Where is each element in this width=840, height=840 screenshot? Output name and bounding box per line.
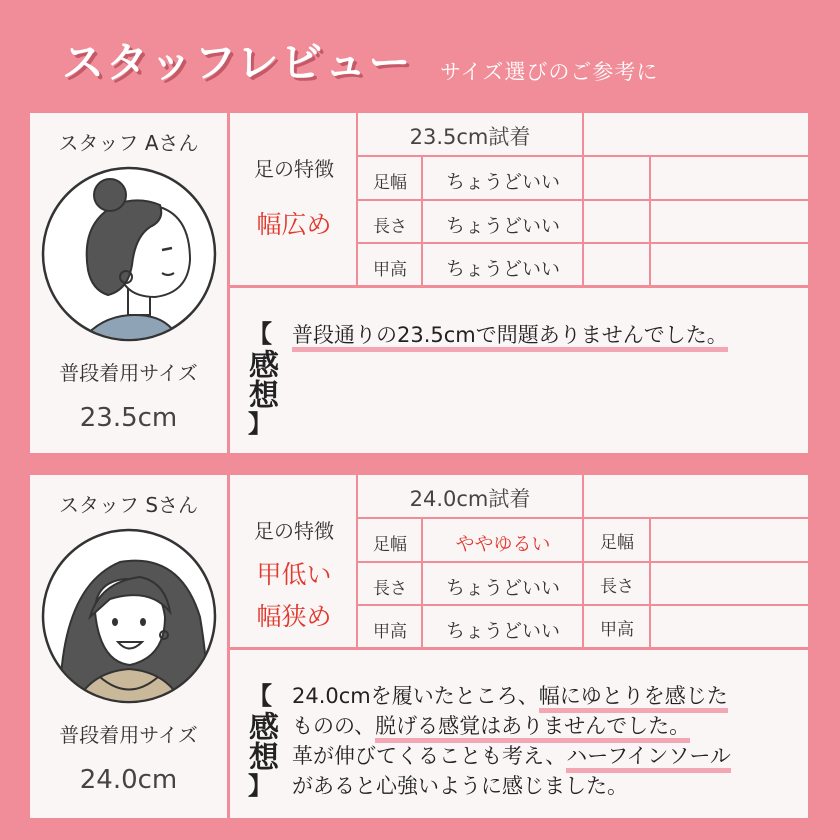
comment-line <box>292 711 802 741</box>
staff-s-avatar <box>40 527 218 705</box>
staff-s-name: スタッフ Sさん <box>58 493 199 517</box>
comment-text: 24.0cmを履いたところ、 <box>292 684 539 708</box>
staff-s-row-label-right: 長さ <box>600 577 634 597</box>
page-title: スタッフレビュー <box>62 38 413 87</box>
staff-a-trial: 23.5cm試着 <box>409 125 531 149</box>
staff-s-card <box>30 475 808 818</box>
staff-s-usual-size: 24.0cm <box>79 765 178 795</box>
staff-a-usual-label: 普段着用サイズ <box>59 361 198 385</box>
staff-a-row-label: 足幅 <box>373 173 407 193</box>
staff-a-comment-line: 普段通りの23.5cmで問題ありませんでした。 <box>292 323 728 352</box>
staff-s-impression-label: 【 感想 】 <box>243 682 278 800</box>
staff-s-trial: 24.0cm試着 <box>409 487 531 511</box>
staff-a-impression-label: 【 感想 】 <box>243 320 278 438</box>
staff-s-row-label: 甲高 <box>373 622 407 642</box>
comment-text: があると心強いように感じました。 <box>292 774 628 798</box>
staff-s-row-value: ちょうどいい <box>445 620 560 642</box>
page-subtitle: サイズ選びのご参考に <box>440 60 659 84</box>
staff-s-feet-feature: 甲低い <box>256 560 332 589</box>
staff-s-row-label: 長さ <box>373 579 407 599</box>
staff-s-row-label: 足幅 <box>373 535 407 555</box>
staff-s-feet-label: 足の特徴 <box>254 519 334 543</box>
staff-a-row-value: ちょうどいい <box>445 171 560 193</box>
comment-highlight: 幅にゆとりを感じた <box>539 684 728 713</box>
staff-s-row-value: ややゆるい <box>455 533 551 555</box>
staff-s-feet-feature: 幅狭め <box>256 602 332 631</box>
staff-a-feet-label: 足の特徴 <box>254 157 334 181</box>
staff-a-avatar <box>40 165 218 343</box>
staff-a-comment <box>292 320 728 350</box>
staff-s-row-label-right: 足幅 <box>600 533 634 553</box>
staff-a-card <box>30 113 808 453</box>
staff-a-row-label: 甲高 <box>373 260 407 280</box>
impression-char: 感想 <box>243 711 278 771</box>
staff-s-comment <box>292 681 802 801</box>
staff-a-name: スタッフ Aさん <box>58 131 199 155</box>
comment-line <box>292 741 802 771</box>
staff-a-row-value: ちょうどいい <box>445 258 560 280</box>
comment-line <box>292 771 802 801</box>
staff-s-row-value: ちょうどいい <box>445 577 560 599</box>
comment-text: ものの、 <box>292 714 376 738</box>
staff-a-usual-size: 23.5cm <box>79 403 178 433</box>
staff-a-row-value: ちょうどいい <box>445 215 560 237</box>
staff-a-row-label: 長さ <box>373 217 407 237</box>
staff-s-row-label-right: 甲高 <box>600 620 634 640</box>
comment-highlight: 脱げる感覚はありませんでした。 <box>375 714 690 743</box>
staff-s-usual-label: 普段着用サイズ <box>59 723 198 747</box>
impression-char: 感想 <box>243 349 278 409</box>
comment-line <box>292 681 802 711</box>
staff-a-feet-feature: 幅広め <box>256 210 332 239</box>
comment-highlight: ハーフインソール <box>566 744 731 773</box>
comment-text: 革が伸びてくることも考え、 <box>292 744 567 768</box>
